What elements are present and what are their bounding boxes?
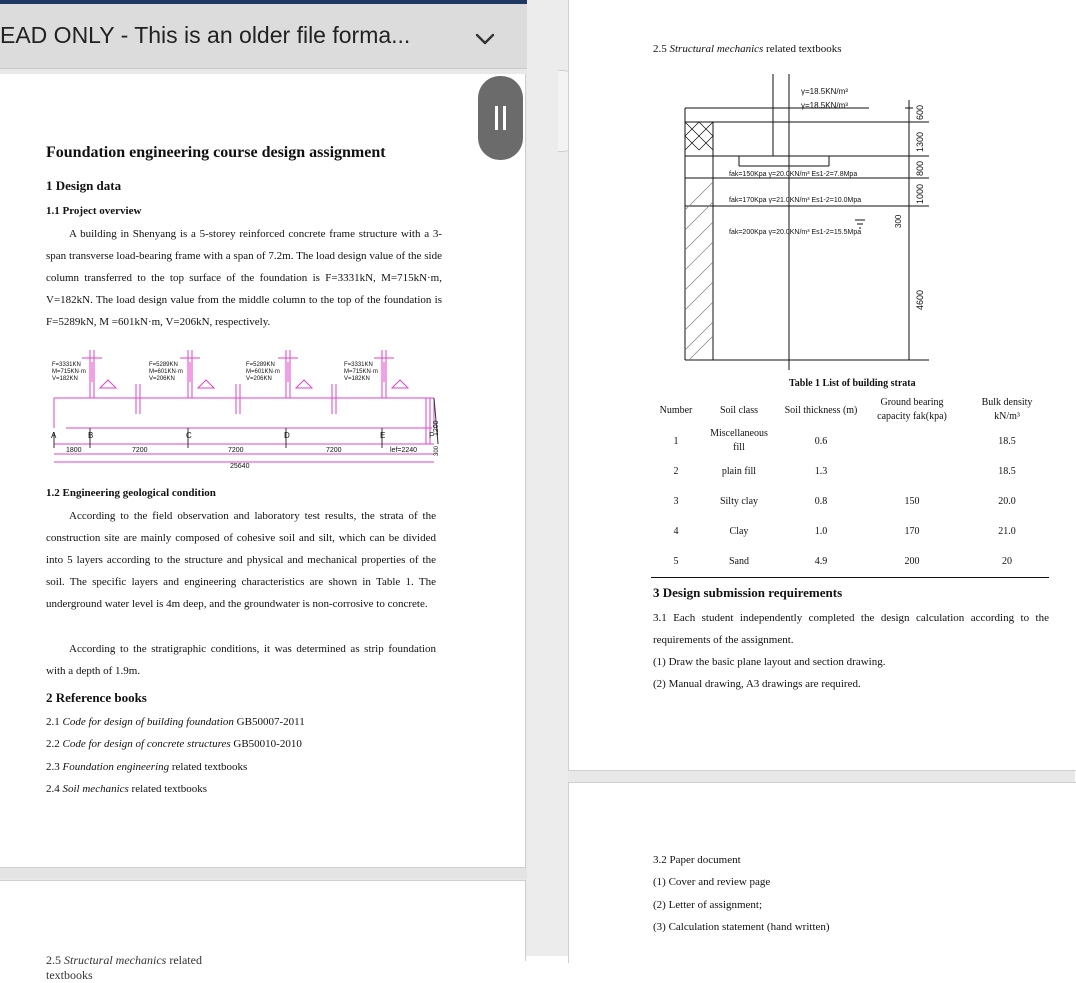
dim-1300: 1300 [915, 131, 925, 152]
dim-7200-b: 7200 [228, 447, 244, 454]
frame-load-diagram [46, 344, 446, 474]
mid-col-c-load-m: M=601KN·m [246, 369, 280, 375]
table-row-2-number: 2 [673, 466, 679, 477]
dim-lef: lef=2240 [390, 447, 418, 454]
table-row-3-thickness: 0.8 [814, 496, 828, 507]
read-only-banner[interactable] [0, 4, 527, 69]
document-page-1 [0, 74, 526, 868]
mid-col-b-load-m: M=601KN·m [149, 369, 183, 375]
table-header-soil-class: Soil class [719, 405, 759, 416]
reference-2-4: 2.4 Soil mechanics related textbooks [46, 783, 207, 795]
side-col-load-m: M=715KN·m [52, 369, 86, 375]
dim-height-300: 300 [434, 445, 440, 456]
subsection-paper-document: 3.2 Paper document [653, 854, 741, 866]
table-row-1-density: 18.5 [998, 436, 1016, 447]
side-col-e-load-v: V=182KN [344, 376, 370, 382]
table-row-2-density: 18.5 [998, 466, 1016, 477]
axis-f: F [429, 431, 434, 440]
dim-4600: 4600 [915, 289, 925, 310]
dim-600: 600 [915, 104, 925, 120]
paper-item-1: (1) Cover and review page [653, 876, 771, 888]
table-row-3-number: 3 [673, 496, 679, 507]
dim-1800: 1800 [66, 447, 82, 454]
dim-800: 800 [915, 160, 925, 176]
document-page-right-2 [568, 782, 1076, 963]
soil-section-drawing [679, 70, 939, 370]
table-row-4-number: 4 [673, 526, 679, 537]
table-bottom-rule [651, 577, 1049, 578]
gamma-layer-1: γ=18.5KN/m³ [801, 87, 848, 96]
paper-item-3: (3) Calculation statement (hand written) [653, 921, 830, 933]
table-header-density: Bulk density kN/m³ [981, 397, 1033, 422]
paper-item-2: (2) Letter of assignment; [653, 899, 763, 911]
paragraph-3-1: 3.1 Each student independently completed the design calculation according to the requirements of the assignment. [653, 612, 1049, 646]
right-document-pane[interactable] [568, 0, 1075, 956]
reference-2-3: 2.3 Foundation engineering related textbooks [46, 761, 248, 773]
table-row-4-thickness: 1.0 [814, 526, 828, 537]
subsection-geological-condition: 1.2 Engineering geological condition [46, 487, 216, 499]
doc-title: Foundation engineering course design assignment [46, 144, 386, 161]
dim-total: 25640 [230, 463, 250, 470]
table-row-5-number: 5 [673, 556, 679, 567]
axis-a: A [51, 431, 57, 440]
table-row-4-density: 21.0 [998, 526, 1016, 537]
dim-1000: 1000 [915, 183, 925, 204]
side-col-e-load-m: M=715KN·m [344, 369, 378, 375]
drag-handle-bar-right [503, 106, 506, 130]
drag-handle-bar-left [495, 106, 498, 130]
requirement-1: (1) Draw the basic plane layout and section drawing. [653, 656, 886, 668]
table-row-5-bearing: 200 [904, 556, 920, 567]
side-col-e-load-f: F=3331KN [344, 362, 373, 368]
table-row-5-density: 20 [1002, 556, 1012, 567]
axis-d: D [284, 431, 290, 440]
paragraph-project-overview: A building in Shenyang is a 5-storey reinforced concrete frame structure with a 3-span transverse load-bearing frame with a span of 7.2m. The load design value of the side column transferred to the top surface of the foundation is F=3331kN, M=715kN·m, V=182kN. The load design value from the middle column to the top of the foundation is F=5289kN, M =601kN·m, V=206kN, respectively. [46, 228, 442, 328]
left-document-pane[interactable] [0, 0, 527, 982]
dim-7200-a: 7200 [132, 447, 148, 454]
table-title: Table 1 List of building strata [789, 378, 916, 389]
reference-2-5: 2.5 Structural mechanics related textbooks [653, 43, 842, 55]
mid-col-c-load-v: V=206KN [246, 376, 272, 382]
table-row-3-bearing: 150 [904, 496, 920, 507]
mid-col-c-load-f: F=5289KN [246, 362, 275, 368]
reference-2-2: 2.2 Code for design of concrete structures GB50010-2010 [46, 738, 302, 750]
table-row-2-thickness: 1.3 [814, 466, 828, 477]
table-row-1-number: 1 [673, 436, 679, 447]
mid-col-b-load-v: V=206KN [149, 376, 175, 382]
page-gap [0, 868, 527, 878]
section-design-data: 1 Design data [46, 178, 122, 193]
gamma-layer-2: γ=18.5KN/m³ [801, 101, 848, 110]
reference-2-1: 2.1 Code for design of building foundation GB50007-2011 [46, 716, 305, 728]
layer-3-properties: fak=150Kpa γ=20.0KN/m³ Es1-2=7.8Mpa [729, 171, 858, 178]
section-design-submission: 3 Design submission requirements [653, 585, 843, 600]
table-row-1-soil: Miscellaneous fill [710, 428, 768, 453]
axis-b: B [88, 431, 94, 440]
layer-5-properties: fak=200Kpa γ=20.0KN/m³ Es1-2=15.5Mpa [729, 229, 862, 236]
chevron-down-icon[interactable] [472, 26, 498, 52]
side-col-load-v: V=182KN [52, 376, 78, 382]
table-row-4-bearing: 170 [904, 526, 920, 537]
banner-title: EAD ONLY - This is an older file forma... [0, 22, 411, 48]
paragraph-foundation-depth: According to the stratigraphic conditions, it was determined as strip foundation with a depth of 1.9m. [46, 643, 436, 677]
paragraph-geological-condition: According to the field observation and laboratory test results, the strata of the construction site are mainly composed of cohesive soil and silt, which can be divided into 5 layers according to the structure and physical and mechanical properties of the soil. The specific layers and engineering characteristics are shown in Table 1. The underground water level is 4m deep, and the groundwater is non-corrosive to concrete. [46, 510, 436, 610]
side-col-load-f: F=3331KN [52, 362, 81, 368]
table-header-number: Number [659, 405, 693, 416]
table-header-bearing: Ground bearing capacity fak(kpa) [877, 397, 947, 422]
section-reference-books: 2 Reference books [46, 690, 147, 705]
axis-c: C [186, 431, 192, 440]
table-row-2-soil: plain fill [721, 466, 757, 477]
axis-e: E [380, 431, 386, 440]
document-page-2-top [0, 880, 526, 982]
dim-7200-c: 7200 [326, 447, 342, 454]
layer-4-properties: fak=170Kpa γ=21.0KN/m³ Es1-2=10.0Mpa [729, 197, 862, 204]
table-row-3-soil: Silty clay [719, 496, 759, 507]
table-header-thickness: Soil thickness (m) [784, 405, 858, 416]
dim-300: 300 [894, 214, 903, 228]
table-row-1-thickness: 0.6 [814, 436, 828, 447]
table-row-4-soil: Clay [729, 526, 749, 537]
table-row-3-density: 20.0 [998, 496, 1016, 507]
document-page-right-1 [568, 0, 1076, 771]
subsection-project-overview: 1.1 Project overview [46, 205, 142, 217]
table-row-5-thickness: 4.9 [814, 556, 828, 567]
page2-peek-text: 2.5 Structural mechanics related textbooks [46, 953, 202, 982]
dim-height-1200: 1200 [433, 420, 440, 436]
split-drag-handle[interactable] [478, 76, 523, 160]
requirement-2: (2) Manual drawing, A3 drawings are required. [653, 678, 861, 690]
mid-col-b-load-f: F=5289KN [149, 362, 178, 368]
table-row-5-soil: Sand [729, 556, 749, 567]
